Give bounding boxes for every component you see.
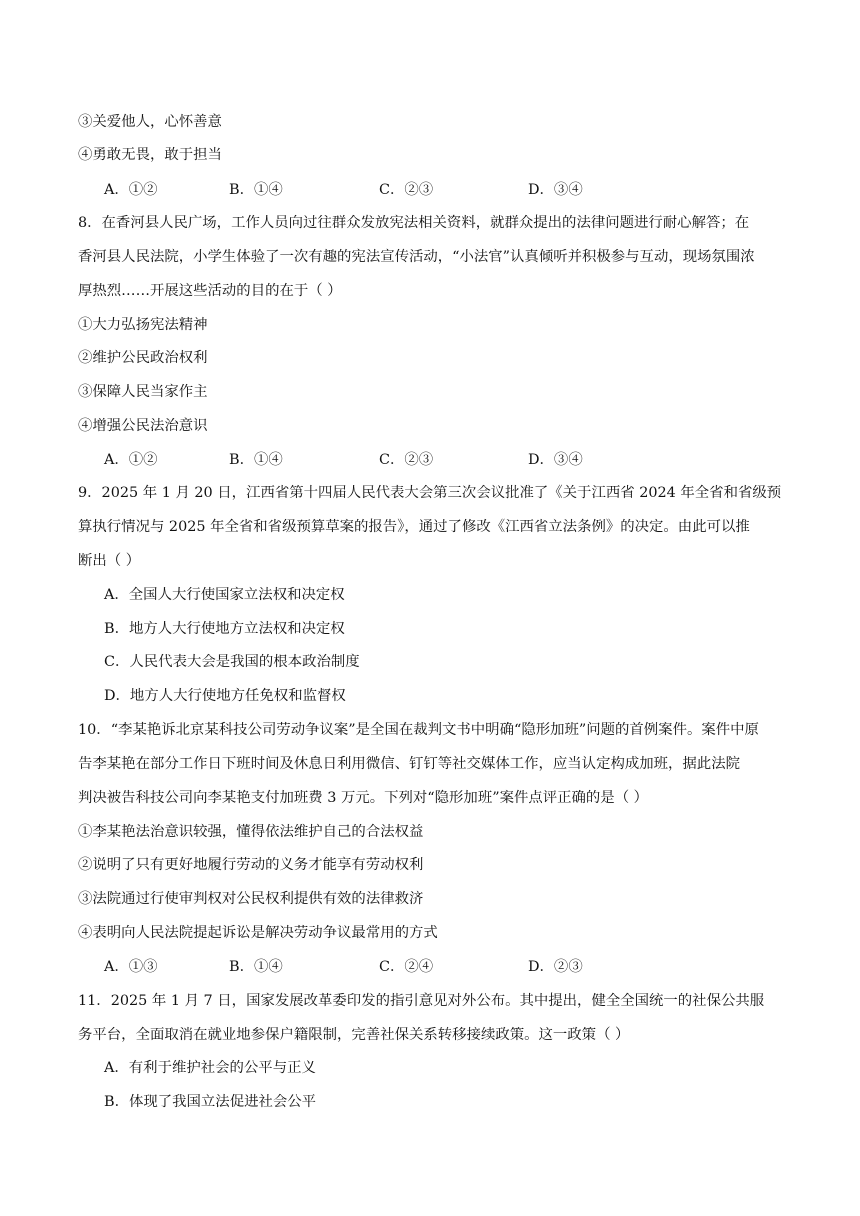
q11-option-b[interactable]: B．体现了我国立法促进社会公平 [104, 1094, 317, 1110]
q9-option-a[interactable]: A．全国人大行使国家立法权和决定权 [104, 587, 345, 603]
q8-stem-line-3: 厚热烈……开展这些活动的目的在于（ ） [78, 283, 342, 299]
q9-stem-line-3: 断出（ ） [78, 553, 141, 569]
q10-stem-line-3: 判决被告科技公司向李某艳支付加班费 3 万元。下列对“隐形加班”案件点评正确的是（ ） [78, 790, 649, 806]
q7-option-b[interactable]: B．①④ [229, 182, 283, 198]
q10-statement-3: ③法院通过行使审判权对公民权利提供有效的法律救济 [78, 891, 424, 907]
q8-option-b[interactable]: B．①④ [229, 452, 283, 468]
q8-statement-3: ③保障人民当家作主 [78, 384, 208, 400]
q10-option-d[interactable]: D．②③ [528, 959, 583, 975]
q10-option-a[interactable]: A．①③ [104, 959, 158, 975]
q11-stem-line-2: 务平台，全面取消在就业地参保户籍限制，完善社保关系转移接续政策。这一政策（ ） [78, 1027, 630, 1043]
q10-statement-4: ④表明向人民法院提起诉讼是解决劳动争议最常用的方式 [78, 925, 438, 941]
q10-statement-1: ①李某艳法治意识较强，懂得依法维护自己的合法权益 [78, 824, 424, 840]
q11-stem-line-1: 11．2025 年 1 月 7 日，国家发展改革委印发的指引意见对外公布。其中提出，健全全国统一的社保公共服 [78, 993, 765, 1009]
q8-stem-line-2: 香河县人民法院，小学生体验了一次有趣的宪法宣传活动，“小法官”认真倾听并积极参与互动，现场氛围浓 [78, 249, 755, 265]
q8-option-c[interactable]: C．②③ [379, 452, 434, 468]
q7-option-a[interactable]: A．①② [104, 182, 158, 198]
q11-option-a[interactable]: A．有利于维护社会的公平与正义 [104, 1060, 316, 1076]
q9-option-d[interactable]: D．地方人大行使地方任免权和监督权 [104, 688, 346, 704]
q7-statement-4: ④勇敢无畏，敢于担当 [78, 147, 222, 163]
q10-stem-line-2: 告李某艳在部分工作日下班时间及休息日利用微信、钉钉等社交媒体工作，应当认定构成加班，据此法院 [78, 756, 740, 772]
q8-option-a[interactable]: A．①② [104, 452, 158, 468]
q9-option-b[interactable]: B．地方人大行使地方立法权和决定权 [104, 621, 345, 637]
q10-option-c[interactable]: C．②④ [379, 959, 434, 975]
q8-option-d[interactable]: D．③④ [528, 452, 583, 468]
q7-statement-3: ③关爱他人，心怀善意 [78, 114, 222, 130]
q10-stem-line-1: 10．“李某艳诉北京某科技公司劳动争议案”是全国在裁判文书中明确“隐形加班”问题的首例案件。案件中原 [78, 722, 759, 738]
q7-option-c[interactable]: C．②③ [379, 182, 434, 198]
q7-option-d[interactable]: D．③④ [528, 182, 583, 198]
q10-statement-2: ②说明了只有更好地履行劳动的义务才能享有劳动权利 [78, 857, 424, 873]
q10-option-b[interactable]: B．①④ [229, 959, 283, 975]
q9-stem-line-2: 算执行情况与 2025 年全省和省级预算草案的报告》，通过了修改《江西省立法条例》的决定。由此可以推 [78, 519, 750, 535]
q9-stem-line-1: 9．2025 年 1 月 20 日，江西省第十四届人民代表大会第三次会议批准了《关于江西省 2024 年全省和省级预 [78, 485, 782, 501]
q8-statement-1: ①大力弘扬宪法精神 [78, 317, 208, 333]
q9-option-c[interactable]: C．人民代表大会是我国的根本政治制度 [104, 654, 360, 670]
q8-stem-line-1: 8．在香河县人民广场，工作人员向过往群众发放宪法相关资料，就群众提出的法律问题进行耐心解答；在 [78, 215, 750, 231]
q8-statement-2: ②维护公民政治权利 [78, 350, 208, 366]
q8-statement-4: ④增强公民法治意识 [78, 418, 208, 434]
